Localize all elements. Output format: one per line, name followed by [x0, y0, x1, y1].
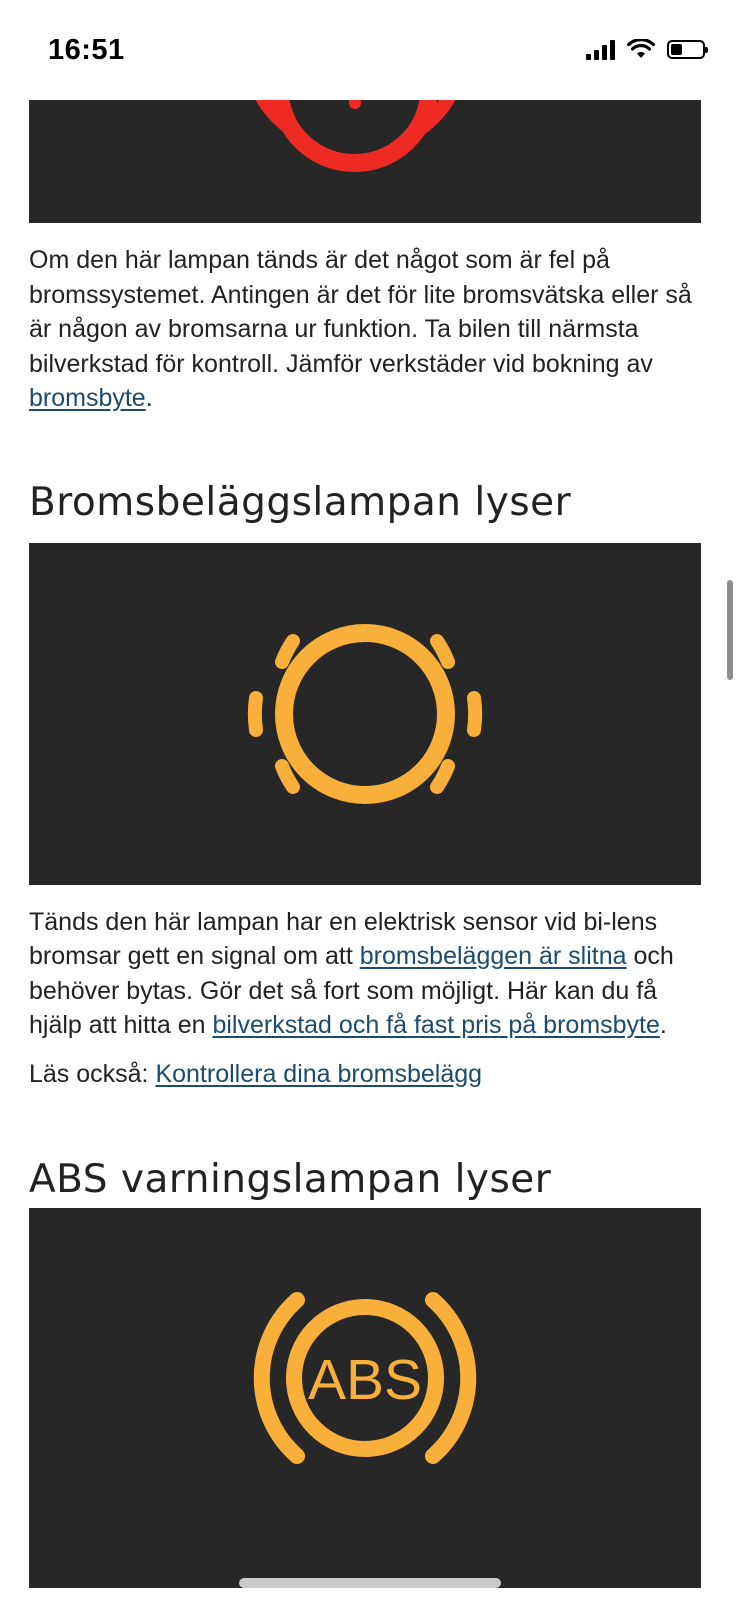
abs-warning-panel — [29, 1208, 701, 1588]
abs-icon-text: ABS — [307, 1348, 423, 1412]
bilverkstad-link[interactable]: bilverkstad och få fast pris på bromsbyte — [212, 1011, 660, 1039]
read-also-label: Läs också: — [29, 1059, 156, 1088]
brake-system-paragraph — [29, 243, 701, 416]
article-content — [29, 99, 701, 1588]
brake-system-text: Om den här lampan tänds är det något som är fel på bromssystemet. Antingen är det för lite bromsvätska eller så är någon av bromsarna ur funktion. Ta bilen till närmsta bilverkstad för kontroll. Jämför verkstäder vid bokning av — [29, 246, 692, 378]
home-indicator[interactable] — [239, 1578, 501, 1588]
wifi-icon — [627, 39, 655, 60]
brake-pad-text-2: och behöver bytas. Gör det så fort som möjligt. Här kan du få hjälp att hitta en — [29, 942, 674, 1039]
status-bar — [0, 0, 739, 100]
brake-pad-text-3: . — [659, 1011, 667, 1039]
brake-pad-heading: Bromsbeläggslampan lyser — [29, 479, 572, 525]
bromsbelaggen-link[interactable]: bromsbeläggen är slitna — [359, 942, 627, 970]
brake-system-text-end: . — [145, 384, 153, 412]
brake-warning-icon — [29, 99, 701, 223]
battery-icon — [667, 40, 705, 59]
status-time: 16:51 — [48, 34, 125, 66]
status-icons — [586, 38, 705, 60]
brake-warning-panel — [29, 99, 701, 223]
abs-warning-icon — [29, 1208, 701, 1588]
cellular-signal-icon — [586, 38, 615, 60]
read-also-link[interactable]: Kontrollera dina bromsbelägg — [155, 1059, 483, 1088]
bromsbyte-link[interactable]: bromsbyte — [29, 384, 146, 412]
brake-pad-paragraph — [29, 905, 701, 1043]
brake-pad-warning-panel — [29, 543, 701, 885]
read-also-paragraph — [29, 1057, 701, 1092]
brake-pad-warning-icon — [29, 543, 701, 885]
brake-pad-text-1: Tänds den här lampan har en elektrisk sensor vid bi-lens bromsar gett en signal om att — [29, 907, 658, 970]
scrollbar[interactable] — [727, 580, 733, 680]
abs-heading: ABS varningslampan lyser — [29, 1157, 552, 1202]
